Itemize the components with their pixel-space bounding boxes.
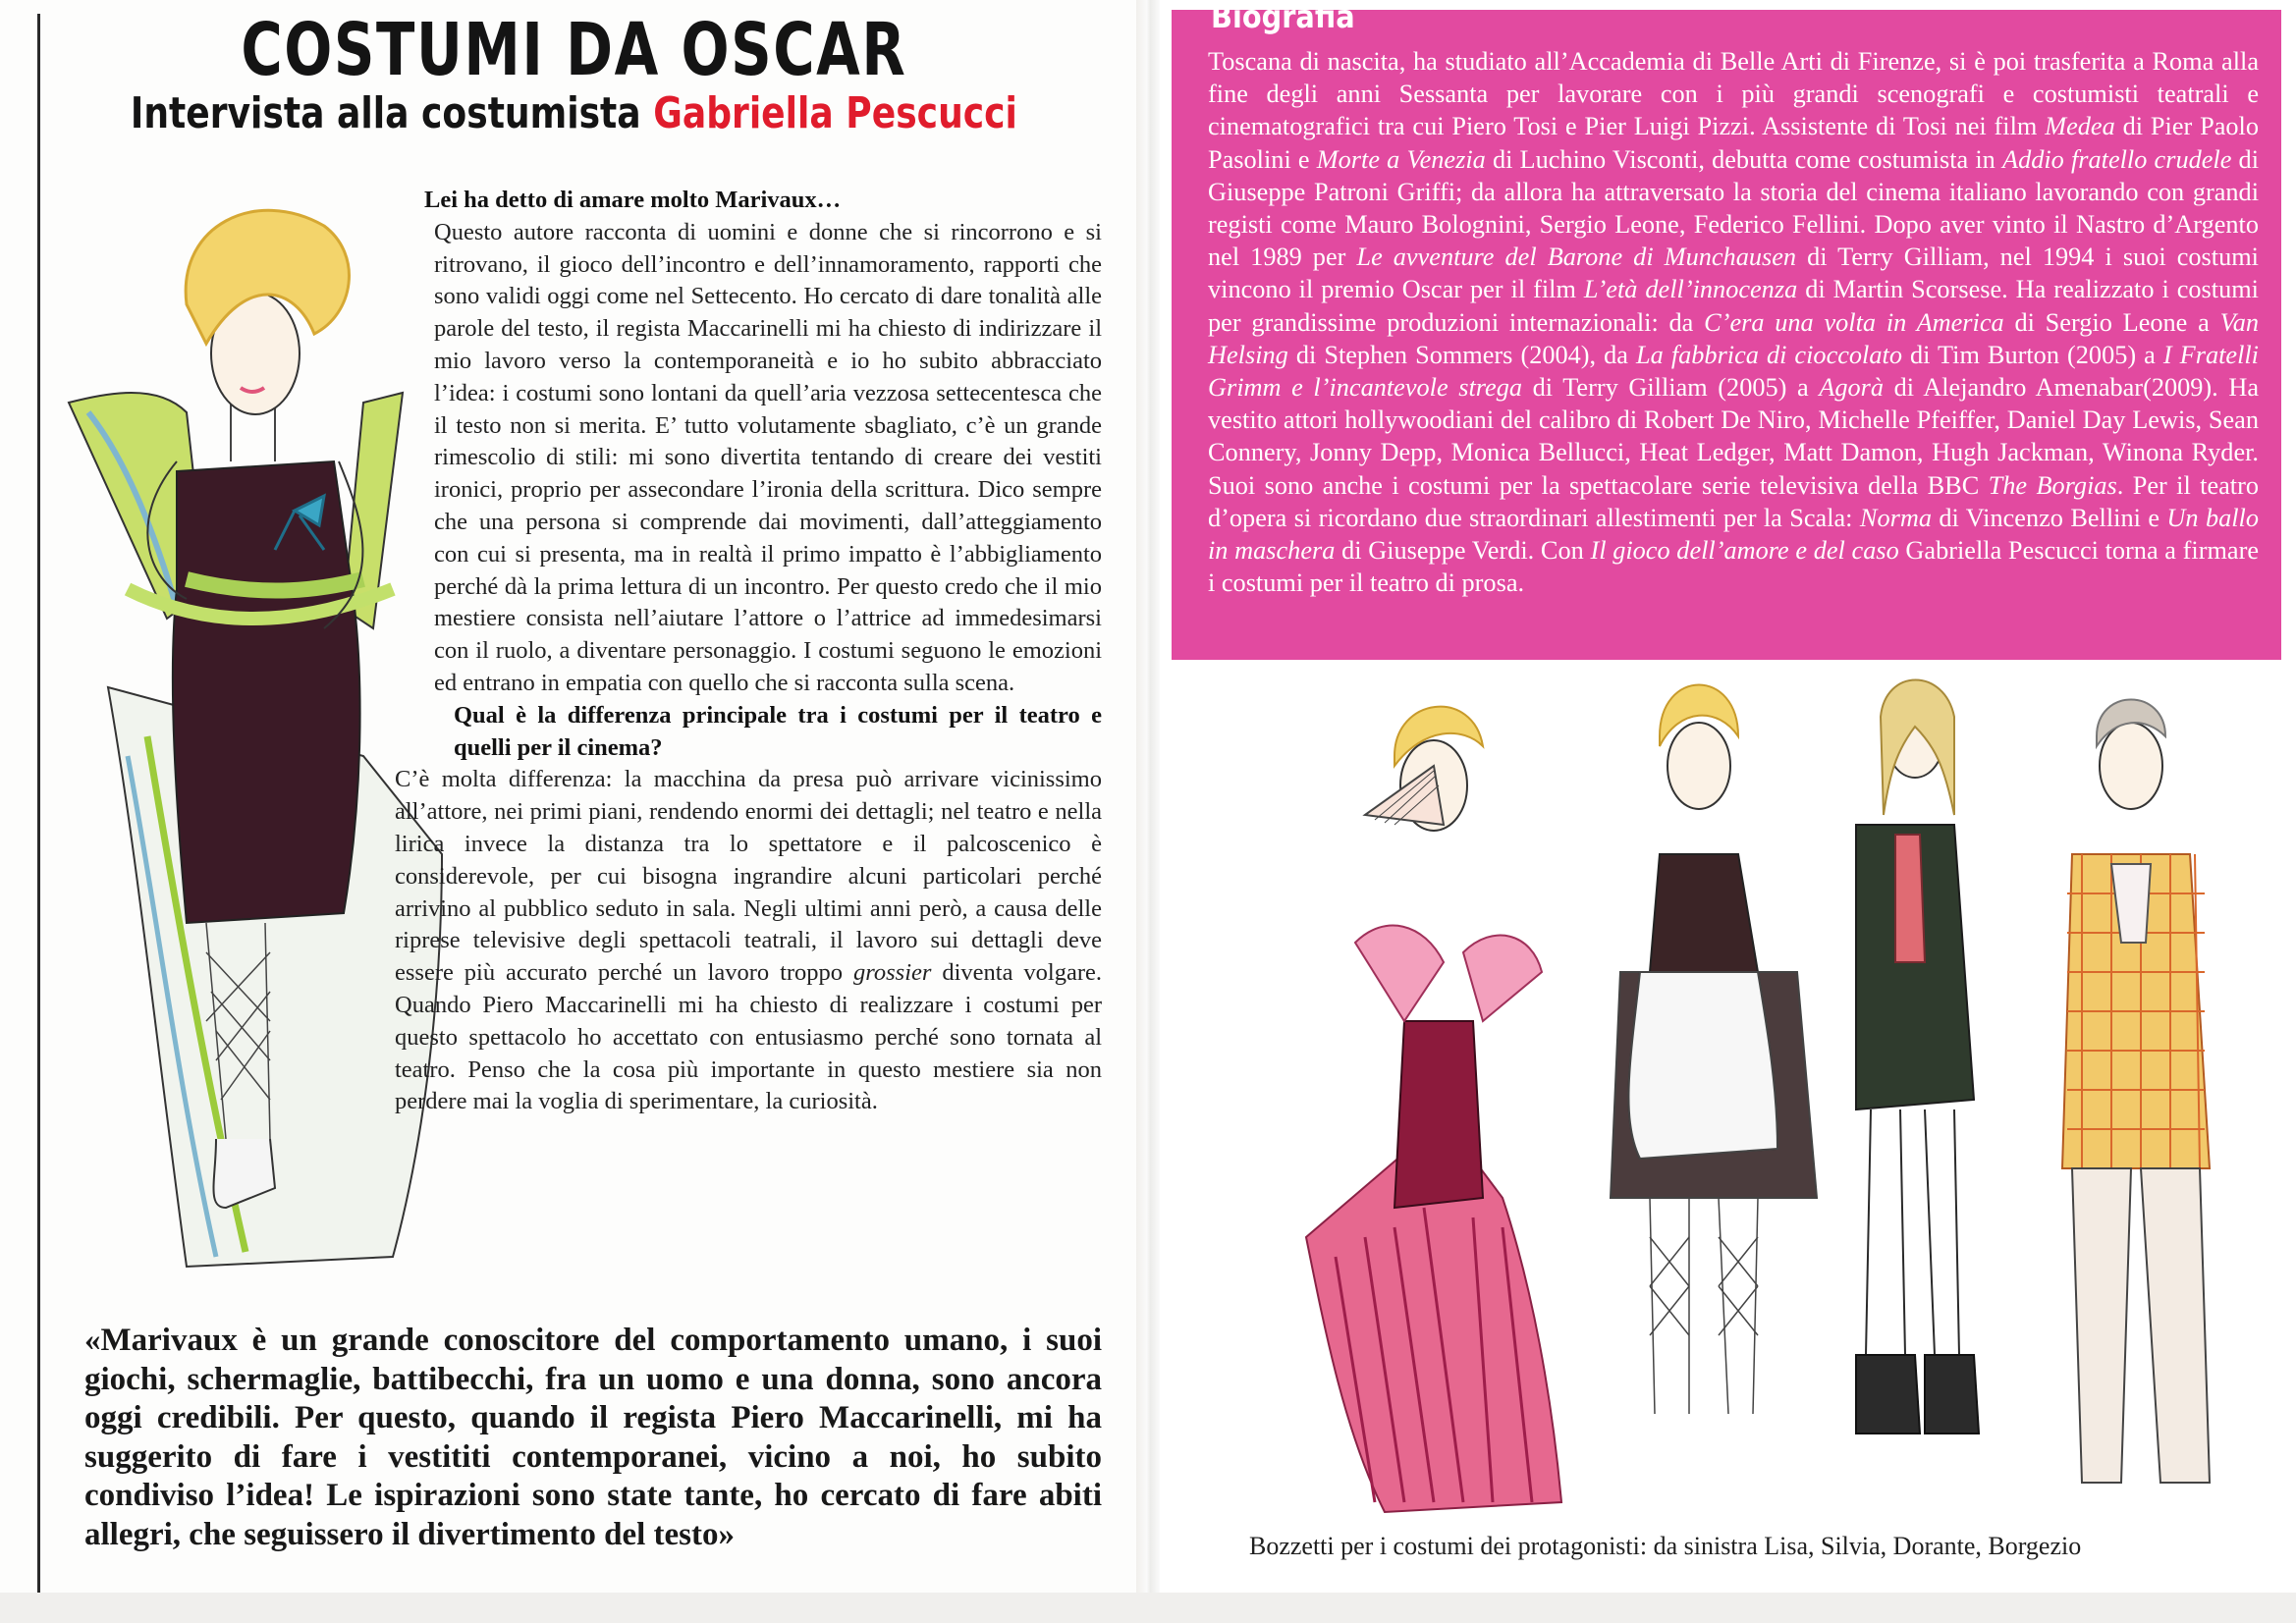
page-bottom-edge: [0, 1593, 2296, 1623]
biography-box: [1172, 0, 2281, 660]
pull-quote: «Marivaux è un grande conoscitore del comportamento umano, i suoi giochi, schermaglie, battibecchi, fra un uomo e una donna, sono ancora oggi credibili. Per questo, quando il regista Piero Maccarinelli, mi ha suggerito di fare i vestititi contemporanei, vicino a noi, ho subito condiviso l’idea! Le ispirazioni sono state tante, ho cercato di fare abiti allegri, che seguissero il divertimento del testo»: [84, 1323, 1102, 1552]
sketch-dorante: [1856, 680, 1979, 1434]
subtitle-name: Gabriella Pescucci: [653, 88, 1017, 138]
answer-2-part2: diventa volgare. Quando Piero Maccarinelli mi ha chiesto di realizzare i costumi per questo spettacolo ho accettato con entusiasmo perché sono tornata al teatro. Penso che la cosa più importante in questo mestiere sia non perdere mai la voglia di sperimentare, la curiosità.: [395, 959, 1102, 1115]
biography-text: Toscana di nascita, ha studiato all’Accademia di Belle Arti di Firenze, si è poi trasferita a Roma alla fine degli anni Sessanta per lavorare con i più grandi scenografi e costumisti teatrali e cinematografici tra cui Piero Tosi e Pier Luigi Pizzi. Assistente di Tosi nei film Medea di Pier Paolo Pasolini e Morte a Venezia di Luchino Visconti, debutta come costumista in Addio fratello crudele di Giuseppe Patroni Griffi; da allora ha attraversato la storia del cinema italiano lavorando con grandi registi come Mauro Bolognini, Sergio Leone, Federico Fellini. Dopo aver vinto il Nastro d’Argento nel 1989 per Le avventure del Barone di Munchausen di Terry Gilliam, nel 1994 i suoi costumi vincono il premio Oscar per il film L’età dell’innocenza di Martin Scorsese. Ha realizzato i costumi per grandissime produzioni internazionali: da C’era una volta in America di Sergio Leone a Van Helsing di Stephen Sommers (2004), da La fabbrica di cioccolato di Tim Burton (2005) a I Fratelli Grimm e l’incantevole strega di Terry Gilliam (2005) a Agorà di Alejandro Amenabar(2009). Ha vestito attori hollywoodiani del calibro di Robert De Niro, Michelle Pfeiffer, Daniel Day Lewis, Sean Connery, Jonny Depp, Monica Bellucci, Heat Ledger, Matt Damon, Hugh Jackman, Winona Ryder. Suoi sono anche i costumi per la spettacolare serie televisiva della BBC The Borgias. Per il teatro d’opera si ricordano due straordinari allestimenti per la Scala: Norma di Vincenzo Bellini e Un ballo in maschera di Giuseppe Verdi. Con Il gioco dell’amore e del caso Gabriella Pescucci torna a firmare i costumi per il teatro di prosa.: [1208, 47, 2260, 598]
page-title: COSTUMI DA OSCAR: [241, 8, 907, 92]
costume-sketches: [1267, 648, 2288, 1532]
margin-rule: [37, 14, 40, 1595]
page-gutter: [1136, 0, 1160, 1623]
answer-2-part1: C’è molta differenza: la macchina da presa può arrivare vicinissimo all’attore, nei primi piani, rendendo enormi dei dettagli; nel teatro e nella lirica invece la distanza tra lo spettatore e il palcoscenico è considerevole, per cui bisogna ingrandire alcuni particolari perché arrivino al pubblico seduto in sala. Negli ultimi anni però, a causa delle riprese televisive degli spettacoli teatrali, il lavoro sui dettagli deve essere più accurato perché un lavoro troppo: [395, 766, 1102, 987]
page-subtitle: [103, 88, 1045, 138]
sketch-lisa: [1306, 707, 1561, 1512]
question-2: Qual è la differenza principale tra i costumi per il teatro e quelli per il cinema?: [454, 701, 1102, 761]
sketch-caption: Bozzetti per i costumi dei protagonisti: da sinistra Lisa, Silvia, Dorante, Borgezio: [1249, 1532, 2082, 1560]
question-1: Lei ha detto di amare molto Marivaux…: [424, 187, 842, 213]
subtitle-prefix: Intervista alla costumista: [130, 88, 641, 138]
interview-text: [355, 185, 1102, 1118]
sketch-silvia: [1611, 685, 1817, 1415]
answer-2: [395, 764, 1102, 1118]
answer-2-italic: grossier: [853, 959, 932, 987]
sketch-borgezio: [2062, 700, 2210, 1484]
biography-heading: Biografia: [1211, 0, 1355, 35]
answer-1: Questo autore racconta di uomini e donne che si rincorrono e si ritrovano, il gioco dell’incontro e dell’innamoramento, rapporti che sono validi oggi come nel Settecento. Ho cercato di dare tonalità alle parole del testo, il regista Maccarinelli mi ha chiesto di indirizzare il mio lavoro verso la contemporaneità e io ho subito abbracciato l’idea: i costumi sono lontani da quell’aria vezzosa settecentesca che il testo non si merita. E’ tutto volutamente sbagliato, c’è un grande rimescolio di stili: mi sono divertita tentando di creare dei vestiti ironici, proprio per assecondare l’ironia della scrittura. Dico sempre che una persona si comprende dai movimenti, dall’atteggiamento con cui si presenta, ma in realtà il primo impatto è l’abbigliamento perché dà la prima lettura di un incontro. Per questo credo che il mio mestiere consista nell’aiutare l’attore o l’attrice ad immedesimarsi con il ruolo, a diventare personaggio. I costumi seguono le emozioni ed entrano in empatia con quello che si racconta sulla scena.: [434, 218, 1102, 696]
